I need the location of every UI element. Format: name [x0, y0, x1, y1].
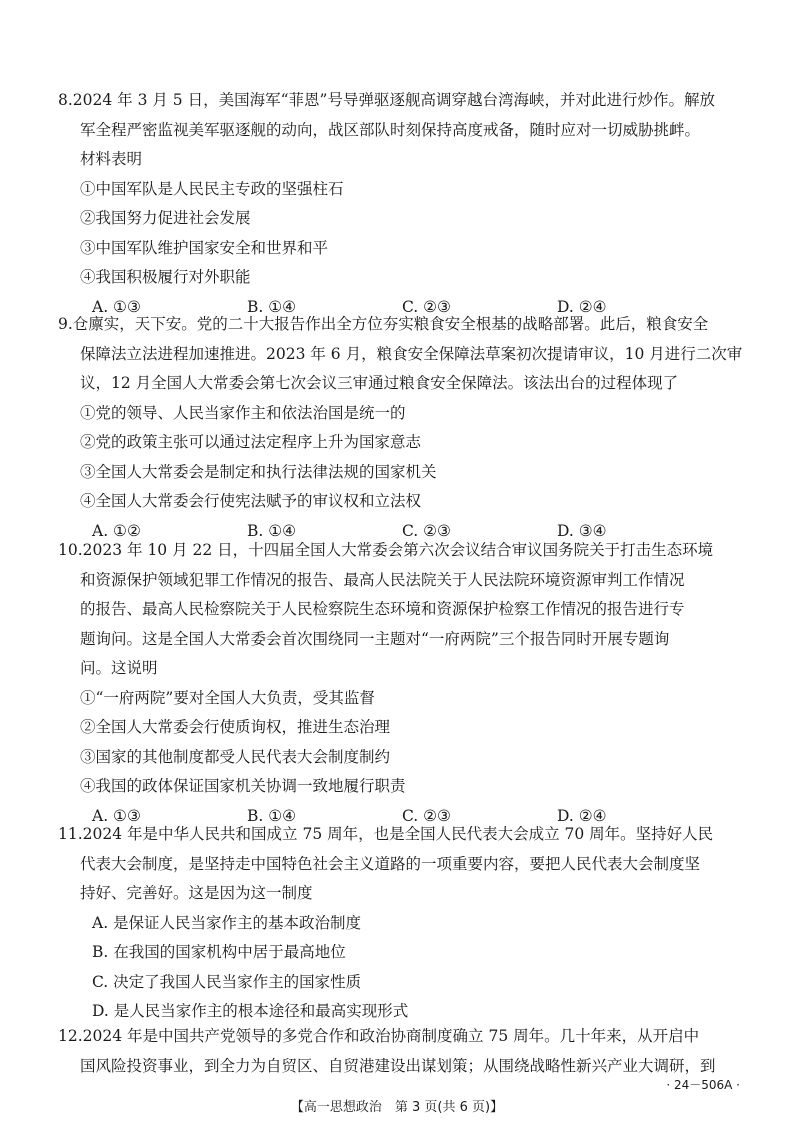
question-8-line: 军全程严密监视美军驱逐舰的动向，战区部队时刻保持高度戒备，随时应对一切威胁挑衅。 [80, 120, 701, 139]
statement-item: ①“一府两院”要对全国人大负责，受其监督 [80, 688, 375, 707]
question-9-line: 保障法立法进程加速推进。2023 年 6 月，粮食安全保障法草案初次提请审议，10 月进行二次审 [80, 344, 743, 363]
question-8 [58, 86, 744, 322]
question-12-line: 12.2024 年是中国共产党领导的多党合作和政治协商制度确立 75 周年。几十年来，从开启中 [58, 1027, 700, 1045]
option-a: A. ①③ [92, 297, 141, 316]
question-9-line: 9.仓廪实，天下安。党的二十大报告作出全方位夯实粮食安全根基的战略部署。此后，粮食安全 [58, 315, 709, 333]
question-10-line: 10.2023 年 10 月 22 日，十四届全国人大常委会第六次会议结合审议国务院关于打击生态环境 [58, 541, 714, 559]
option-b: B. ①④ [247, 521, 297, 540]
question-11 [58, 820, 744, 1027]
question-10 [58, 536, 744, 831]
statement-item: ②我国努力促进社会发展 [80, 209, 251, 227]
question-9-line: 议，12 月全国人大常委会第七次会议三审通过粮食安全保障法。该法出台的过程体现了 [80, 374, 679, 392]
statement-item: ③国家的其他制度都受人民代表大会制度制约 [80, 747, 391, 766]
question-10-line: 和资源保护领域犯罪工作情况的报告、最高人民法院关于人民法院环境资源审判工作情况 [80, 570, 685, 589]
statement-item: ③中国军队维护国家安全和世界和平 [80, 238, 329, 257]
option-a: A. ①③ [92, 806, 141, 825]
question-11-line: 持好、完善好。这是因为这一制度 [80, 884, 313, 902]
option-a: A. 是保证人民当家作主的基本政治制度 [92, 913, 362, 932]
statement-item: ④我国积极履行对外职能 [80, 268, 251, 286]
statement-item: ②党的政策主张可以通过法定程序上升为国家意志 [80, 433, 422, 451]
statement-item: ③全国人大常委会是制定和执行法律法规的国家机关 [80, 462, 437, 481]
question-11-line: 代表大会制度，是坚持走中国特色社会主义道路的一项重要内容，要把人民代表大会制度坚 [80, 854, 701, 873]
question-8-line: 8.2024 年 3 月 5 日，美国海军“菲恩”号导弹驱逐舰高调穿越台湾海峡，并对此进行炒作。解放 [58, 91, 715, 109]
option-b: B. 在我国的国家机构中居于最高地位 [92, 943, 346, 961]
option-b: B. ①④ [247, 806, 297, 825]
question-12 [58, 1022, 744, 1081]
option-d: D. ②④ [557, 297, 607, 316]
question-10-line: 题询问。这是全国人大常委会首次围绕同一主题对“一府两院”三个报告同时开展专题询 [80, 629, 670, 648]
statement-item: ④全国人大常委会行使宪法赋予的审议权和立法权 [80, 492, 422, 510]
option-d: D. 是人民当家作主的根本途径和最高实现形式 [92, 1002, 409, 1020]
statement-item: ①中国军队是人民民主专政的坚强柱石 [80, 179, 344, 198]
page-footer: 【高一思想政治 第 3 页(共 6 页)】 [290, 1100, 504, 1115]
option-c: C. ②③ [402, 806, 451, 825]
question-8-line: 材料表明 [80, 150, 143, 168]
option-c: C. 决定了我国人民当家作主的国家性质 [92, 972, 362, 991]
statement-item: ②全国人大常委会行使质询权，推进生态治理 [80, 718, 391, 736]
option-c: C. ②③ [402, 297, 451, 316]
statement-item: ①党的领导、人民当家作主和依法治国是统一的 [80, 403, 406, 422]
option-d: D. ③④ [557, 521, 607, 540]
option-b: B. ①④ [247, 297, 297, 316]
question-9 [58, 310, 744, 546]
statement-item: ④我国的政体保证国家机关协调一致地履行职责 [80, 777, 406, 795]
question-10-line: 问。这说明 [80, 659, 158, 677]
exam-code: · 24－506A · [666, 1078, 740, 1092]
question-10-line: 的报告、最高人民检察院关于人民检察院生态环境和资源保护检察工作情况的报告进行专 [80, 600, 685, 618]
option-d: D. ②④ [557, 806, 607, 825]
question-11-line: 11.2024 年是中华人民共和国成立 75 周年，也是全国人民代表大会成立 70 周年。坚持好人民 [58, 825, 714, 843]
question-12-line: 国风险投资事业，到全力为自贸区、自贸港建设出谋划策；从围绕战略性新兴产业大调研，到 [80, 1056, 716, 1075]
option-a: A. ①② [92, 521, 141, 540]
option-c: C. ②③ [402, 521, 451, 540]
